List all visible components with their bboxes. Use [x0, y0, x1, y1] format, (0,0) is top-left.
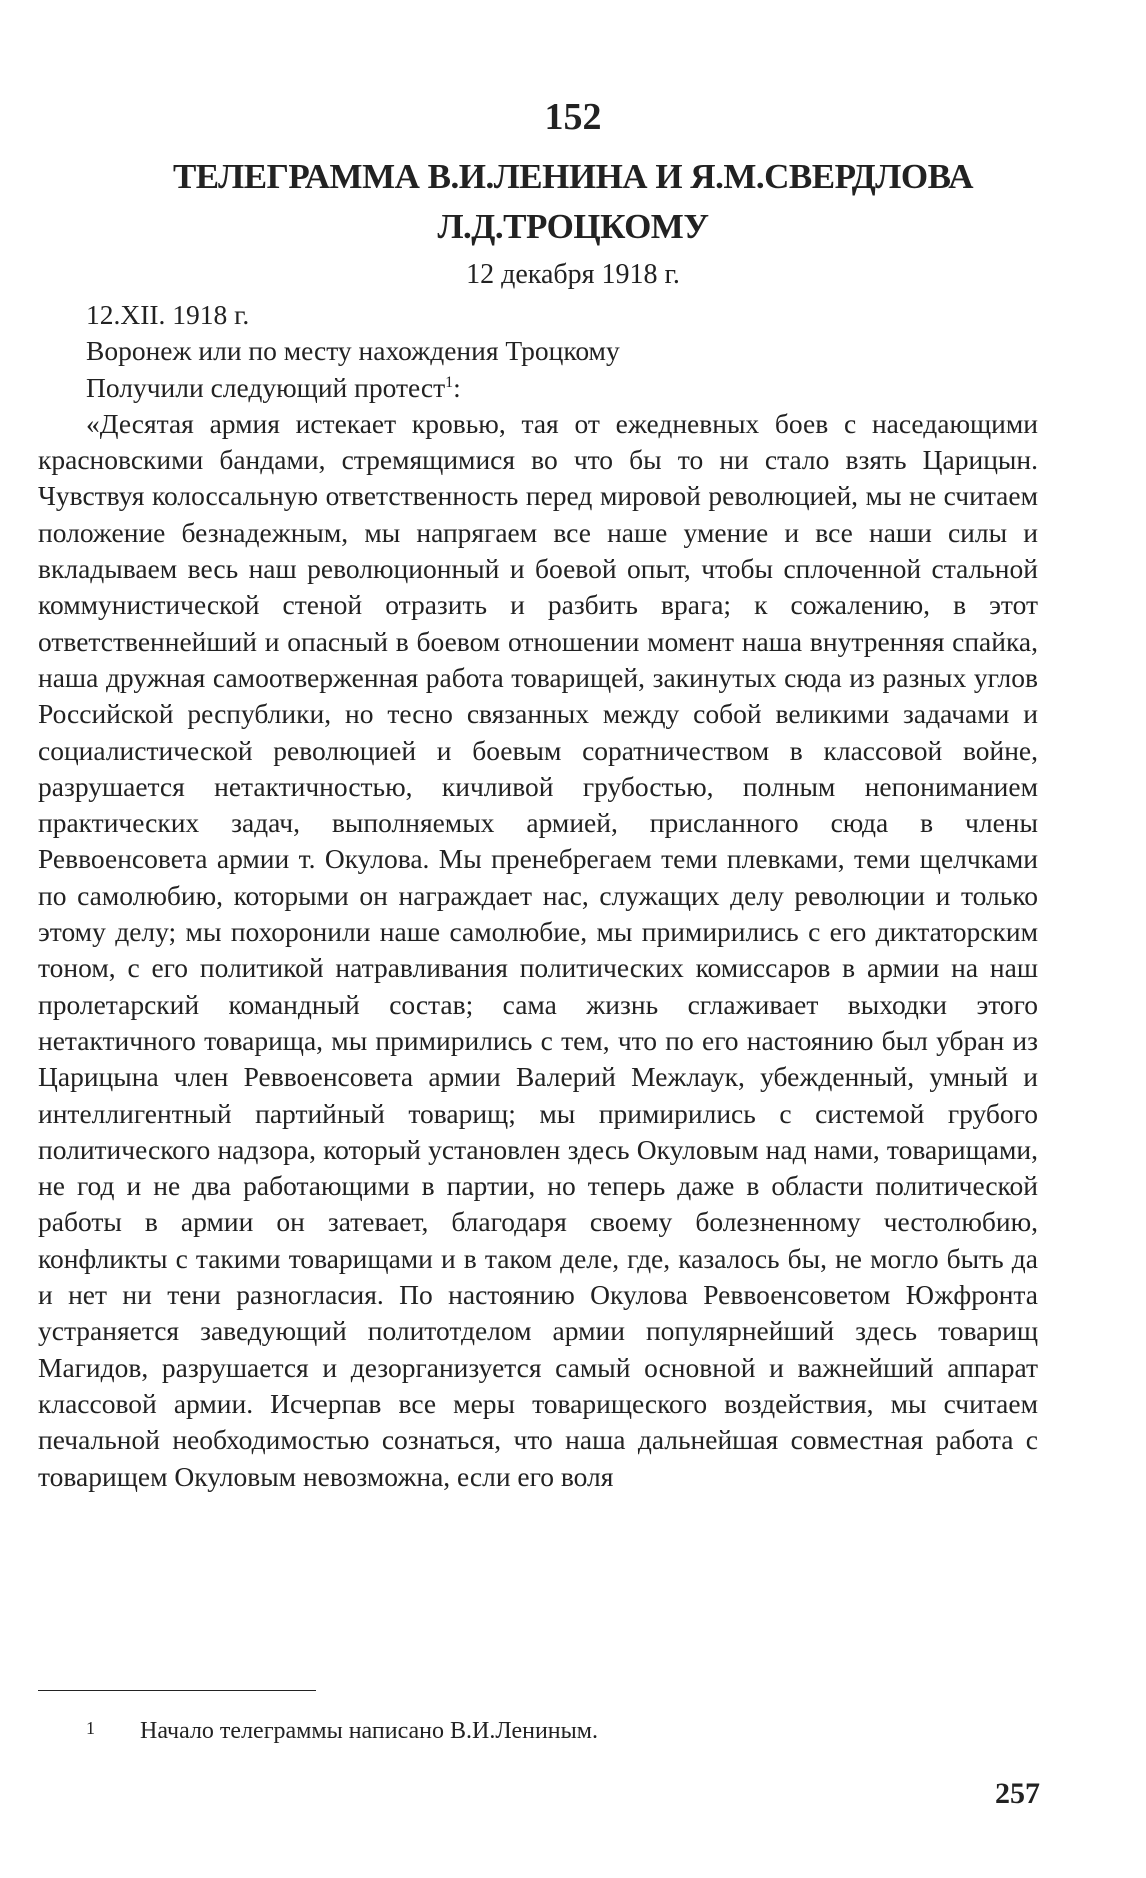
- document-number: 152: [544, 96, 602, 138]
- document-title-line-2: Л.Д.ТРОЦКОМУ: [437, 207, 709, 246]
- document-date: 12 декабря 1918 г.: [466, 259, 680, 290]
- document-title: [0, 152, 1146, 252]
- telegram-date: 12.XII. 1918 г.: [86, 299, 250, 330]
- telegram-intro: [38, 370, 1038, 406]
- footnote-reference-mark: 1: [445, 373, 454, 391]
- footnote-divider: [38, 1690, 316, 1691]
- telegram-address: Воронеж или по месту нахождения Троцкому: [86, 335, 620, 367]
- footnote: [38, 1712, 1038, 1747]
- document-title-line-1: ТЕЛЕГРАММА В.И.ЛЕНИНА И Я.М.СВЕРДЛОВА: [172, 157, 974, 196]
- telegram-body: [38, 297, 1038, 1495]
- protest-paragraph: «Десятая армия истекает кровью, тая от ежедневных боев с наседающими красновскими бандами, стремящимися во что бы то ни стало взять Царицын. Чувствуя колоссальную ответственность перед мировой революцией, мы не считаем положение безнадежным, мы напрягаем все наше умение и все наши силы и вкладываем весь наш революционный и боевой опыт, чтобы сплоченной стальной коммунистической стеной отразить и разбить врага; к сожалению, в этот ответственнейший и опасный в боевом отношении момент наша внутренняя спайка, наша дружная самоотверженная работа товарищей, закинутых сюда из разных углов Российской республики, но тесно связанных между собой великими задачами и социалистической революцией и боевым соратничеством в классовой войне, разрушается нетактичностью, кичливой грубостью, полным непониманием практических задач, выполняемых армией, присланного сюда в члены Реввоенсовета армии т. Окулова. Мы пренебрегаем теми плевками, теми щелчками по самолюбию, которыми он награждает нас, служащих делу революции и только этому делу; мы похоронили наше самолюбие, мы примирились с его диктаторским тоном, с его политикой натравливания политических комиссаров в армии на наш пролетарский командный состав; сама жизнь сглаживает выходки этого нетактичного товарища, мы примирились с тем, что по его настоянию был убран из Царицына член Реввоенсовета армии Валерий Межлаук, убежденный, умный и интеллигентный партийный товарищ; мы примирились с системой грубого политического надзора, который установлен здесь Окуловым над нами, товарищами, не год и не два работающими в партии, но теперь даже в области политической работы в армии он затевает, благодаря своему болезненному честолюбию, конфликты с такими товарищами и в таком деле, где, казалось бы, не могло быть да и нет ни тени разногласия. По настоянию Окулова Реввоенсоветом Южфронта устраняется заведующий политотделом армии популярнейший здесь товарищ Магидов, разрушается и дезорганизуется самый основной и важнейший аппарат классовой армии. Исчерпав все меры товарищеского воздействия, мы считаем печальной необходимостью сознаться, что наша дальнейшая совместная работа с товарищем Окуловым невозможна, если его воля: [38, 407, 1038, 1492]
- page-number: 257: [995, 1777, 1040, 1810]
- footnote-text: Начало телеграммы написано В.И.Лениным.: [140, 1718, 598, 1744]
- telegram-intro-suffix: :: [453, 371, 461, 403]
- footnote-number: 1: [86, 1718, 95, 1738]
- telegram-intro-text: Получили следующий протест: [86, 371, 446, 403]
